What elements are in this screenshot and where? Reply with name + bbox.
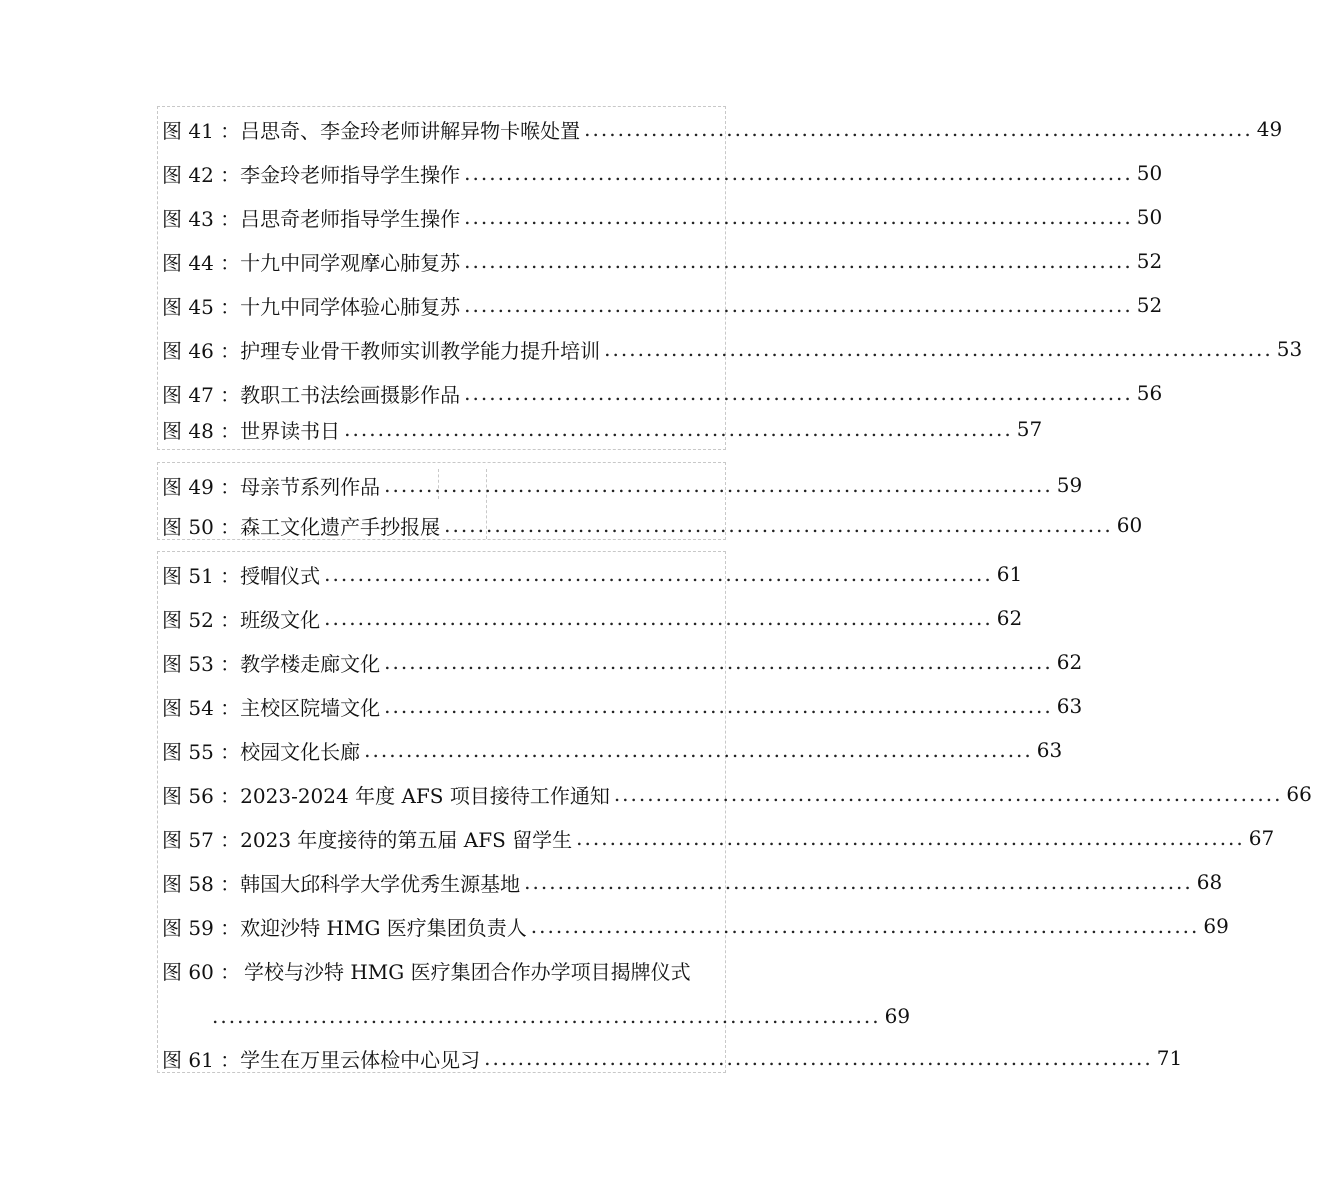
- leader-dots: ................................................................................: [464, 161, 1133, 185]
- entry-label: 图 49 ：: [162, 474, 241, 499]
- entry-title: 世界读书日: [240, 418, 341, 443]
- entry-label: 图 47 ：: [162, 382, 241, 407]
- toc-entry[interactable]: [158, 728, 1063, 772]
- entry-title: 吕思奇、李金玲老师讲解异物卡喉处置: [240, 118, 581, 143]
- entry-label: 图 48 ：: [162, 418, 241, 443]
- leader-dots: ................................................................................: [576, 826, 1245, 850]
- entry-label: 图 60 ：: [162, 959, 241, 984]
- toc-entry[interactable]: [158, 239, 1163, 283]
- entry-title: 韩国大邱科学大学优秀生源基地: [240, 871, 521, 896]
- toc-entry[interactable]: [158, 948, 725, 992]
- entry-label: 图 42 ：: [162, 162, 241, 187]
- entry-label: 图 52 ：: [162, 607, 241, 632]
- entry-title: 班级文化: [240, 607, 321, 632]
- entry-label: 图 50 ：: [162, 514, 241, 539]
- leader-dots: ................................................................................: [344, 417, 1013, 441]
- leader-dots: ................................................................................: [464, 205, 1133, 229]
- entry-title: 2023 年度接待的第五届 AFS 留学生: [240, 827, 573, 852]
- leader-dots: ................................................................................: [530, 914, 1200, 938]
- leader-dots: ................................................................................: [324, 562, 993, 586]
- toc-entry[interactable]: [158, 151, 1163, 195]
- entry-label: 图 53 ：: [162, 651, 241, 676]
- leader-dots: ................................................................................: [464, 249, 1133, 273]
- entry-page: 63: [1036, 738, 1063, 762]
- toc-entry[interactable]: [158, 463, 1083, 507]
- toc-entry[interactable]: [158, 596, 1023, 640]
- entry-page: 57: [1016, 417, 1043, 441]
- entry-label: 图 45 ：: [162, 294, 241, 319]
- entry-label: 图 56 ：: [162, 783, 241, 808]
- leader-dots: ................................................................................: [484, 1046, 1153, 1070]
- toc-entry[interactable]: [158, 107, 1283, 151]
- leader-dots: ................................................................................: [604, 337, 1273, 361]
- entry-label: 图 61 ：: [162, 1047, 241, 1072]
- entry-page: 67: [1248, 826, 1275, 850]
- leader-dots: ................................................................................: [464, 293, 1133, 317]
- entry-title: 欢迎沙特 HMG 医疗集团负责人: [240, 915, 527, 940]
- entry-title: 十九中同学观摩心肺复苏: [240, 250, 461, 275]
- entry-page: 49: [1256, 117, 1283, 141]
- entry-page: 52: [1136, 249, 1163, 273]
- leader-dots: ................................................................................: [524, 870, 1193, 894]
- leader-dots: ................................................................................: [613, 782, 1283, 806]
- entry-label: 图 41 ：: [162, 118, 241, 143]
- entry-label: 图 58 ：: [162, 871, 241, 896]
- entry-title: 李金玲老师指导学生操作: [240, 162, 461, 187]
- entry-page: 62: [996, 606, 1023, 630]
- toc-entry[interactable]: [158, 195, 1163, 239]
- entry-title: 十九中同学体验心肺复苏: [240, 294, 461, 319]
- entry-page: 53: [1276, 337, 1303, 361]
- entry-title: 森工文化遗产手抄报展: [240, 514, 441, 539]
- entry-label: 图 59 ：: [162, 915, 241, 940]
- leader-dots: ................................................................................: [384, 694, 1053, 718]
- entry-label: 图 57 ：: [162, 827, 241, 852]
- entry-title: 主校区院墙文化: [240, 695, 381, 720]
- entry-title: 护理专业骨干教师实训教学能力提升培训: [240, 338, 601, 363]
- leader-dots: ................................................................................: [364, 738, 1033, 762]
- entry-label: 图 51 ：: [162, 563, 241, 588]
- toc-entry[interactable]: [158, 772, 1312, 816]
- entry-title: 学生在万里云体检中心见习: [240, 1047, 481, 1072]
- entry-page: 68: [1196, 870, 1223, 894]
- toc-entry[interactable]: [158, 407, 1043, 451]
- entry-title: 2023-2024 年度 AFS 项目接待工作通知: [240, 783, 610, 808]
- entry-page: 63: [1056, 694, 1083, 718]
- entry-label: 图 44 ：: [162, 250, 241, 275]
- entry-title: 授帽仪式: [240, 563, 321, 588]
- entry-page: 52: [1136, 293, 1163, 317]
- entry-title: 母亲节系列作品: [240, 474, 381, 499]
- entry-page: 61: [996, 562, 1023, 586]
- entry-label: 图 43 ：: [162, 206, 241, 231]
- toc-entry[interactable]: [158, 1036, 1183, 1080]
- leader-dots: ................................................................................: [212, 1004, 881, 1028]
- entry-page: 50: [1136, 161, 1163, 185]
- entry-label: 图 55 ：: [162, 739, 241, 764]
- leader-dots: ................................................................................: [444, 513, 1113, 537]
- entry-page: 50: [1136, 205, 1163, 229]
- entry-page: 66: [1286, 782, 1312, 806]
- toc-block-3: [157, 551, 1312, 1073]
- leader-dots: ................................................................................: [324, 606, 993, 630]
- entry-page: 56: [1136, 381, 1163, 405]
- entry-page: 60: [1116, 513, 1143, 537]
- leader-dots: ................................................................................: [584, 117, 1253, 141]
- entry-title: 学校与沙特 HMG 医疗集团合作办学项目揭牌仪式: [244, 959, 691, 984]
- toc-entry[interactable]: [158, 684, 1083, 728]
- entry-title: 吕思奇老师指导学生操作: [240, 206, 461, 231]
- toc-entry[interactable]: [158, 552, 1023, 596]
- toc-block-2: [157, 462, 1143, 540]
- toc-entry-continuation[interactable]: [158, 994, 911, 1038]
- toc-entry[interactable]: [158, 640, 1083, 684]
- entry-page: 62: [1056, 650, 1083, 674]
- leader-dots: ................................................................................: [464, 381, 1133, 405]
- entry-page: 69: [1203, 914, 1229, 938]
- toc-entry[interactable]: [158, 860, 1223, 904]
- entry-title: 校园文化长廊: [240, 739, 361, 764]
- toc-entry[interactable]: [158, 327, 1303, 371]
- entry-title: 教学楼走廊文化: [240, 651, 381, 676]
- entry-page: 71: [1156, 1046, 1183, 1070]
- toc-entry[interactable]: [158, 503, 1143, 547]
- toc-entry[interactable]: [158, 816, 1275, 860]
- toc-entry[interactable]: [158, 283, 1163, 327]
- entry-label: 图 46 ：: [162, 338, 241, 363]
- entry-title: 教职工书法绘画摄影作品: [240, 382, 461, 407]
- entry-label: 图 54 ：: [162, 695, 241, 720]
- leader-dots: ................................................................................: [384, 473, 1053, 497]
- leader-dots: ................................................................................: [384, 650, 1053, 674]
- entry-page: 59: [1056, 473, 1083, 497]
- entry-page: 69: [884, 1004, 911, 1028]
- toc-block-1: [157, 106, 1303, 450]
- toc-entry[interactable]: [158, 904, 1229, 948]
